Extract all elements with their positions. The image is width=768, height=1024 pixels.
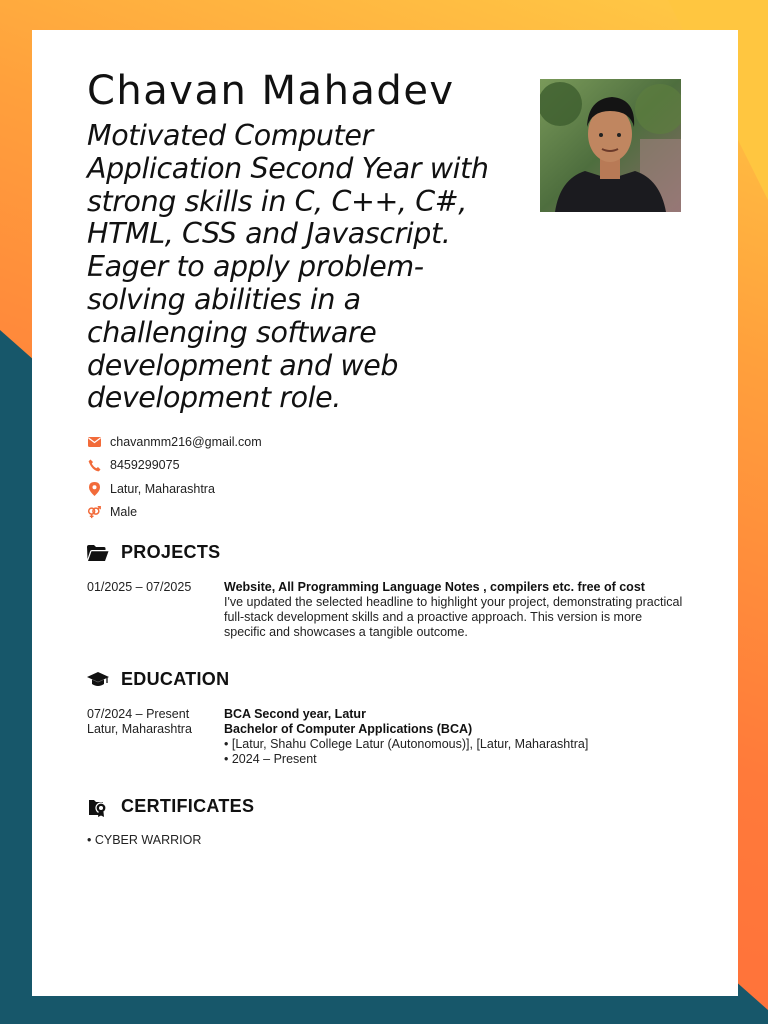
education-location: Latur, Maharashtra [87, 722, 192, 736]
certificates-title: CERTIFICATES [121, 796, 255, 816]
profile-photo [540, 79, 681, 212]
education-heading: BCA Second year, Latur [224, 707, 366, 721]
education-bullet: • [Latur, Shahu College Latur (Autonomous)], [Latur, Maharashtra] [224, 737, 589, 751]
folder-open-icon [87, 543, 111, 563]
education-date-block [87, 707, 222, 737]
education-date: 07/2024 – Present [87, 707, 190, 721]
education-bullet-text: [Latur, Shahu College Latur (Autonomous)], [Latur, Maharashtra] [231, 737, 589, 751]
education-body [224, 707, 684, 767]
contact-phone[interactable] [87, 454, 262, 478]
contact-phone-text: 8459299075 [110, 458, 180, 473]
education-bullet-text: 2024 – Present [231, 752, 317, 766]
projects-title: PROJECTS [121, 542, 221, 562]
contact-email-text: chavanmm216@gmail.com [110, 434, 262, 449]
contact-email[interactable] [87, 430, 262, 454]
email-icon [87, 435, 101, 449]
contact-location-text: Latur, Maharashtra [110, 481, 215, 496]
education-title: EDUCATION [121, 669, 230, 689]
contact-location [87, 477, 262, 501]
phone-icon [87, 458, 101, 472]
contact-gender-text: Male [110, 505, 138, 520]
gender-icon [87, 505, 101, 519]
project-date: 01/2025 – 07/2025 [87, 580, 192, 594]
education-section-header [87, 669, 229, 690]
certificates-section-header [87, 796, 254, 817]
certificate-icon [87, 797, 111, 817]
candidate-name: Chavan Mahadev [87, 68, 455, 114]
projects-section-header [87, 542, 220, 563]
project-description: I've updated the selected headline to highlight your project, demonstrating practical full-stack development skills and a proactive approach. This version is more specific and showcases a tangible outcome. [224, 595, 683, 639]
contact-list [87, 430, 262, 524]
resume-page [32, 30, 738, 996]
education-degree: Bachelor of Computer Applications (BCA) [224, 722, 473, 736]
contact-gender [87, 501, 262, 525]
project-body [224, 580, 684, 640]
certificate-item-text: CYBER WARRIOR [94, 833, 202, 847]
project-heading: Website, All Programming Language Notes , compilers etc. free of cost [224, 580, 645, 594]
education-bullet: • 2024 – Present [224, 752, 317, 766]
graduation-cap-icon [87, 670, 111, 690]
location-pin-icon [87, 482, 101, 496]
profile-photo-image [540, 79, 681, 212]
resume-headline: Motivated Computer Application Second Year with strong skills in C, C++, C#, HTML, CSS and Javascript. Eager to apply problem-solving abilities in a challenging software development and web development role. [87, 119, 489, 415]
certificate-item: • CYBER WARRIOR [87, 833, 202, 847]
